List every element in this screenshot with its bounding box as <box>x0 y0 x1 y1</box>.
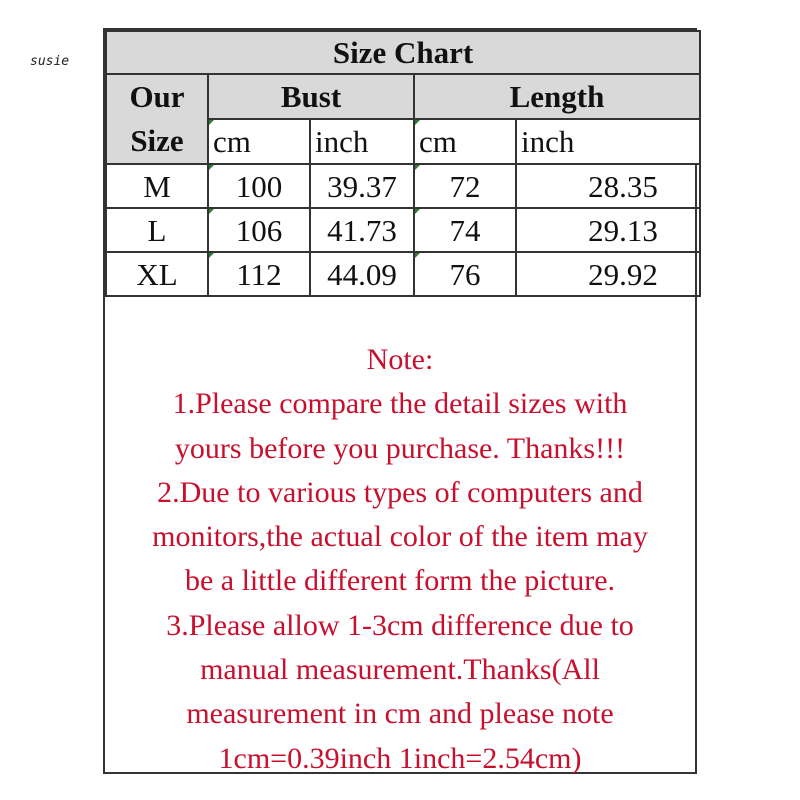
bust-cm-unit: cm <box>208 119 310 164</box>
bust-inch-cell: 44.09 <box>310 252 414 296</box>
length-header: Length <box>414 74 700 119</box>
note-line: monitors,the actual color of the item may <box>152 520 648 554</box>
length-cm-cell: 74 <box>414 208 516 252</box>
length-inch-cell: 28.35 <box>516 164 700 208</box>
note-line: measurement in cm and please note <box>186 697 614 731</box>
table-row <box>106 208 700 252</box>
note-line: 1cm=0.39inch 1inch=2.54cm) <box>218 741 582 775</box>
length-inch-cell: 29.13 <box>516 208 700 252</box>
bust-inch-unit: inch <box>310 119 414 164</box>
note-heading: Note: <box>366 343 434 376</box>
bust-inch-cell: 39.37 <box>310 164 414 208</box>
our-size-line2: Size <box>130 123 184 158</box>
bust-header: Bust <box>208 74 414 119</box>
our-size-header <box>106 74 208 164</box>
size-table <box>105 30 701 297</box>
note-line: 2.Due to various types of computers and <box>157 475 643 509</box>
size-cell: XL <box>106 252 208 296</box>
note-line: manual measurement.Thanks(All <box>200 653 600 687</box>
length-cm-cell: 76 <box>414 252 516 296</box>
table-row <box>106 164 700 208</box>
note-line: 3.Please allow 1-3cm difference due to <box>166 608 634 642</box>
watermark-text: susie <box>30 54 70 69</box>
note-line: yours before you purchase. Thanks!!! <box>174 431 626 465</box>
table-row <box>106 252 700 296</box>
table-title: Size Chart <box>106 31 700 74</box>
length-inch-unit: inch <box>516 119 700 164</box>
note-section <box>105 320 695 775</box>
bust-cm-cell: 106 <box>208 208 310 252</box>
bust-cm-cell: 100 <box>208 164 310 208</box>
length-cm-unit: cm <box>414 119 516 164</box>
size-cell: M <box>106 164 208 208</box>
length-cm-cell: 72 <box>414 164 516 208</box>
size-cell: L <box>106 208 208 252</box>
note-line: 1.Please compare the detail sizes with <box>172 387 628 421</box>
bust-cm-cell: 112 <box>208 252 310 296</box>
size-chart <box>103 28 697 774</box>
our-size-line1: Our <box>129 79 185 114</box>
note-line: be a little different form the picture. <box>184 564 616 598</box>
length-inch-cell: 29.92 <box>516 252 700 296</box>
bust-inch-cell: 41.73 <box>310 208 414 252</box>
